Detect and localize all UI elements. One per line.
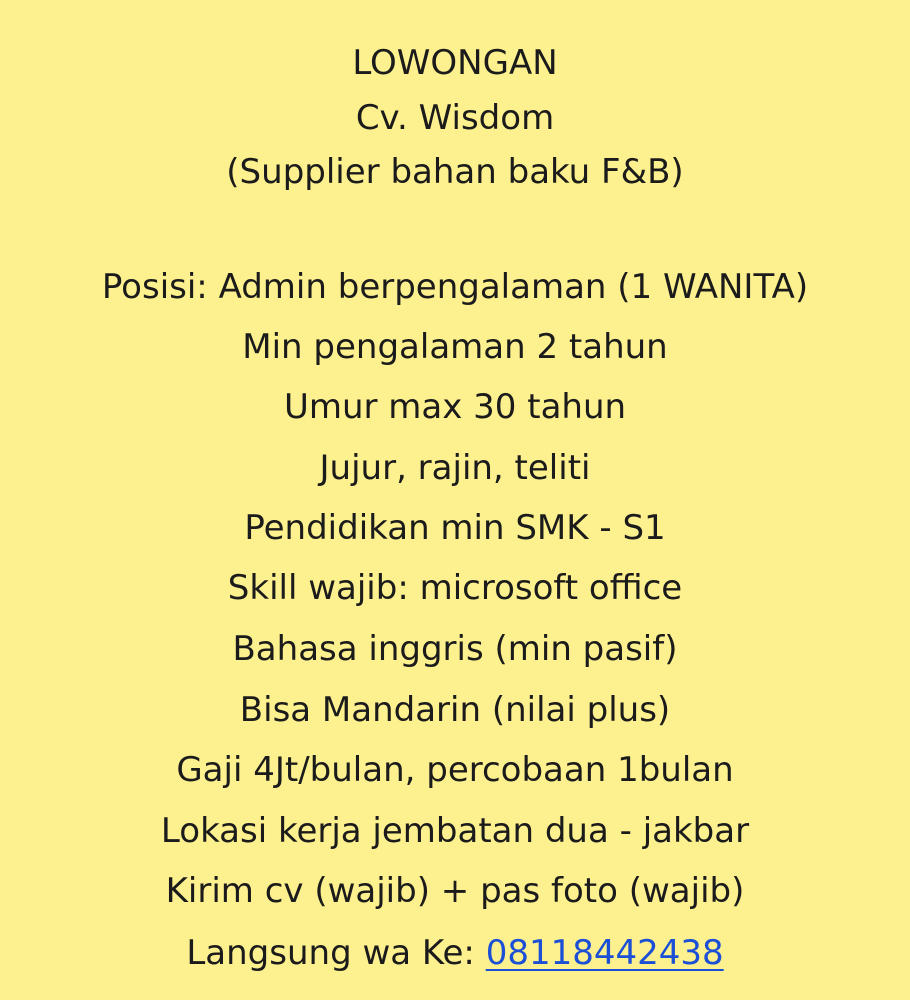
requirement-traits: Jujur, rajin, teliti	[319, 448, 591, 488]
requirement-position: Posisi: Admin berpengalaman (1 WANITA)	[101, 267, 809, 307]
company-name: Cv. Wisdom	[355, 98, 555, 138]
requirement-location: Lokasi kerja jembatan dua - jakbar	[160, 811, 750, 851]
requirement-age: Umur max 30 tahun	[283, 387, 627, 427]
company-tagline: (Supplier bahan baku F&B)	[226, 152, 684, 192]
contact-label: Langsung wa Ke:	[186, 933, 486, 973]
requirement-experience: Min pengalaman 2 tahun	[242, 327, 668, 367]
requirement-documents: Kirim cv (wajib) + pas foto (wajib)	[165, 871, 745, 911]
contact-line	[0, 931, 910, 975]
requirement-english: Bahasa inggris (min pasif)	[232, 629, 678, 669]
requirement-mandarin: Bisa Mandarin (nilai plus)	[239, 690, 671, 730]
poster-title: LOWONGAN	[352, 43, 558, 83]
requirement-education: Pendidikan min SMK - S1	[244, 508, 666, 548]
requirement-skill: Skill wajib: microsoft office	[227, 568, 683, 608]
phone-link[interactable]: 08118442438	[485, 933, 724, 973]
requirement-salary: Gaji 4Jt/bulan, percobaan 1bulan	[176, 750, 734, 790]
